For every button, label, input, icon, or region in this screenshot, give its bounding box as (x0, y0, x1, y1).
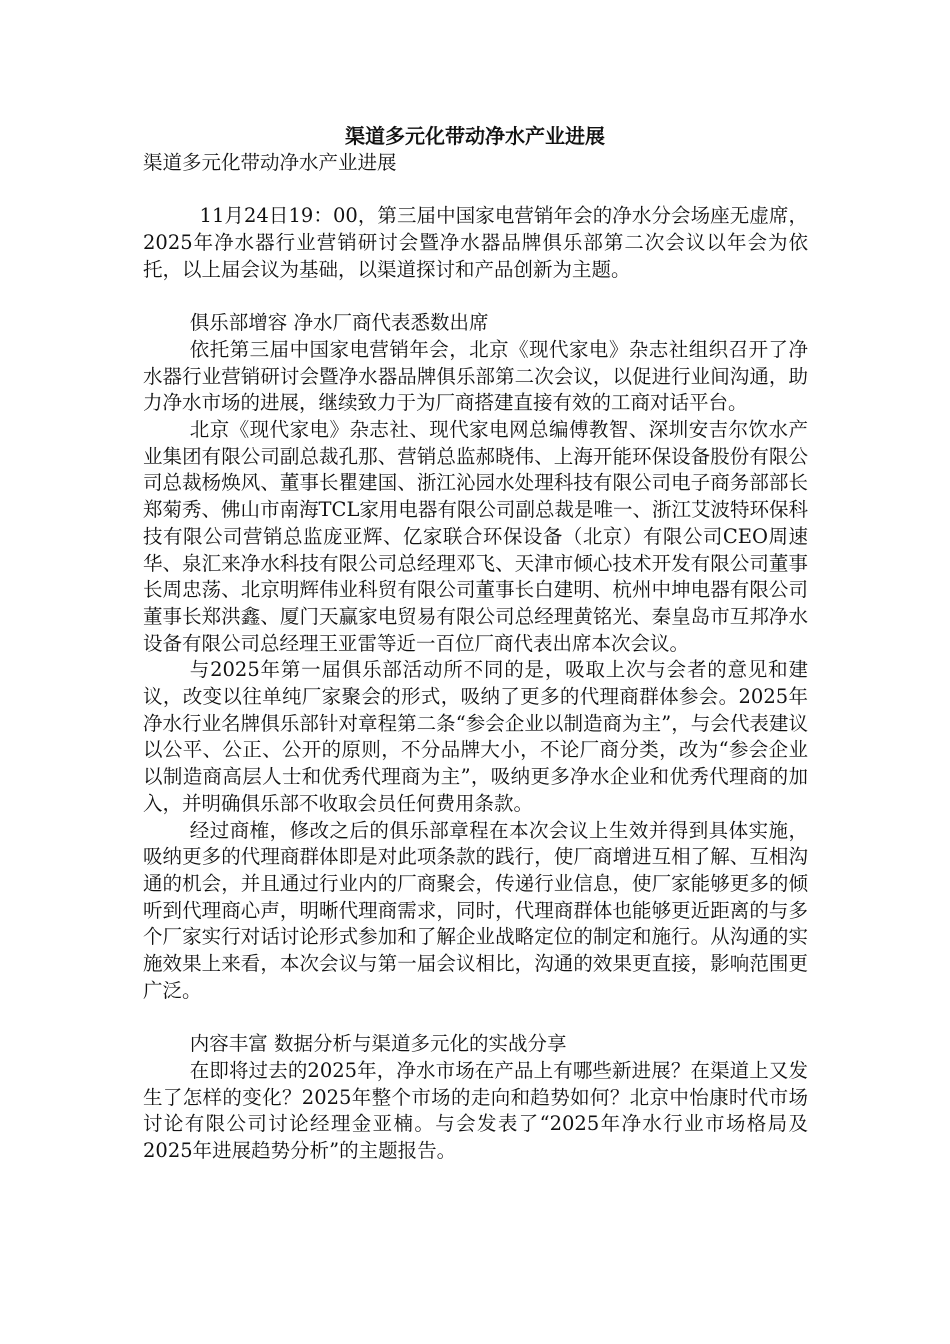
body-paragraph: 经过商榷，修改之后的俱乐部章程在本次会议上生效并得到具体实施，吸纳更多的代理商群体即是对此项条款的践行，使厂商增进互相了解、互相沟通的机会，并且通过行业内的厂商聚会，传递行业信息，使厂家能够更多的倾听到代理商心声，明晰代理商需求，同时，代理商群体也能够更近距离的与多个厂家实行对话讨论形式参加和了解企业战略定位的制定和施行。从沟通的实施效果上来看，本次会议与第一届会议相比，沟通的效果更直接，影响范围更广泛。 (143, 818, 808, 1002)
document-title: 渠道多元化带动净水产业进展 (345, 124, 605, 148)
body-paragraph: 依托第三届中国家电营销年会，北京《现代家电》杂志社组织召开了净水器行业营销研讨会暨净水器品牌俱乐部第二次会议，以促进行业间沟通，助力净水市场的进展，继续致力于为厂商搭建直接有效的工商对话平台。 (143, 337, 808, 415)
blank-line (143, 1004, 808, 1031)
blank-line (143, 177, 808, 204)
intro-paragraph: 11月24日19：00，第三届中国家电营销年会的净水分会场座无虚席，2025年净水器行业营销研讨会暨净水器品牌俱乐部第二次会议以年会为依托，以上届会议为基础，以渠道探讨和产品创新为主题。 (143, 204, 808, 281)
section-heading-content: 内容丰富 数据分析与渠道多元化的实战分享 (189, 1032, 567, 1056)
document-body (143, 150, 808, 1165)
body-paragraph: 北京《现代家电》杂志社、现代家电网总编傅教智、深圳安吉尔饮水产业集团有限公司副总裁孔那、营销总监郝晓伟、上海开能环保设备股份有限公司总裁杨焕风、董事长瞿建国、浙江沁园水处理科技有限公司电子商务部部长郑菊秀、佛山市南海TCL家用电器有限公司副总裁是唯一、浙江艾波特环保科技有限公司营销总监庞亚辉、亿家联合环保设备（北京）有限公司CEO周速华、泉汇来净水科技有限公司总经理邓飞、天津市倾心技术开发有限公司董事长周忠荡、北京明辉伟业科贸有限公司董事长白建明、杭州中坤电器有限公司董事长郑洪鑫、厦门天赢家电贸易有限公司总经理黄铭光、秦皇岛市互邦净水设备有限公司总经理王亚雷等近一百位厂商代表出席本次会议。 (143, 418, 808, 655)
blank-line (143, 284, 808, 311)
body-paragraph: 与2025年第一届俱乐部活动所不同的是，吸取上次与会者的意见和建议，改变以往单纯厂家聚会的形式，吸纳了更多的代理商群体参会。2025年净水行业名牌俱乐部针对章程第二条“参会企业以制造商为主”，与会代表建议以公平、公正、公开的原则，不分品牌大小，不论厂商分类，改为“参会企业以制造商高层人士和优秀代理商为主”，吸纳更多净水企业和优秀代理商的加入，并明确俱乐部不收取会员任何费用条款。 (143, 658, 808, 815)
body-paragraph: 在即将过去的2025年，净水市场在产品上有哪些新进展？在渠道上又发生了怎样的变化？2025年整个市场的走向和趋势如何？北京中怡康时代市场讨论有限公司讨论经理金亚楠。与会发表了“2025年净水行业市场格局及2025年进展趋势分析”的主题报告。 (143, 1058, 808, 1162)
document-subtitle: 渠道多元化带动净水产业进展 (143, 151, 397, 174)
section-heading-club: 俱乐部增容 净水厂商代表悉数出席 (189, 311, 489, 335)
